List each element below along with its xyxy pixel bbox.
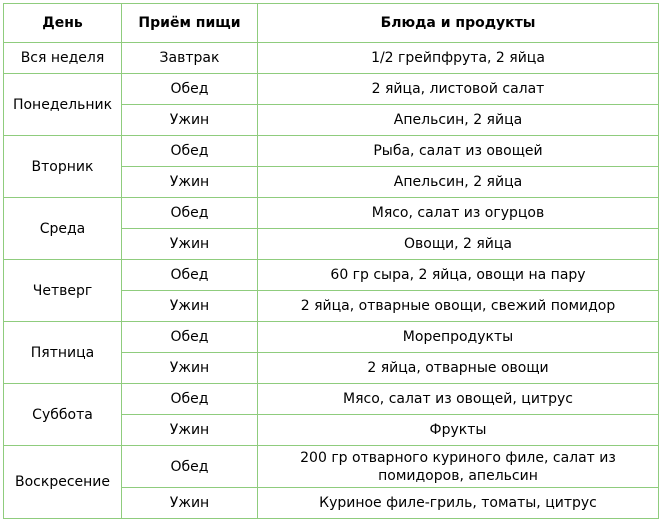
day-cell: Вторник [4, 136, 122, 198]
meal-cell: Завтрак [122, 43, 258, 74]
meal-cell: Обед [122, 384, 258, 415]
table-row [4, 260, 659, 291]
meal-cell: Обед [122, 322, 258, 353]
diet-table [3, 3, 659, 519]
food-cell: 2 яйца, листовой салат [258, 74, 659, 105]
food-cell: Мясо, салат из огурцов [258, 198, 659, 229]
header-day: День [4, 4, 122, 43]
food-cell: 60 гр сыра, 2 яйца, овощи на пару [258, 260, 659, 291]
meal-cell: Ужин [122, 167, 258, 198]
day-cell: Понедельник [4, 74, 122, 136]
food-cell: Фрукты [258, 415, 659, 446]
meal-cell: Обед [122, 260, 258, 291]
table-row [4, 74, 659, 105]
day-cell: Среда [4, 198, 122, 260]
table-row [4, 136, 659, 167]
food-cell: Мясо, салат из овощей, цитрус [258, 384, 659, 415]
day-cell: Четверг [4, 260, 122, 322]
meal-cell: Ужин [122, 105, 258, 136]
food-cell: Овощи, 2 яйца [258, 229, 659, 260]
meal-cell: Ужин [122, 291, 258, 322]
table-row [4, 446, 659, 488]
meal-cell: Обед [122, 198, 258, 229]
day-cell: Воскресение [4, 446, 122, 519]
food-cell: Апельсин, 2 яйца [258, 167, 659, 198]
food-cell: 200 гр отварного куриного филе, салат из помидоров, апельсин [258, 446, 659, 488]
header-row [4, 4, 659, 43]
header-meal: Приём пищи [122, 4, 258, 43]
food-cell: Морепродукты [258, 322, 659, 353]
food-cell: Куриное филе-гриль, томаты, цитрус [258, 488, 659, 519]
table-row [4, 384, 659, 415]
day-cell: Вся неделя [4, 43, 122, 74]
food-cell: Апельсин, 2 яйца [258, 105, 659, 136]
meal-cell: Ужин [122, 488, 258, 519]
table-row [4, 322, 659, 353]
meal-cell: Обед [122, 136, 258, 167]
food-cell: Рыба, салат из овощей [258, 136, 659, 167]
day-cell: Пятница [4, 322, 122, 384]
day-cell: Суббота [4, 384, 122, 446]
meal-cell: Ужин [122, 229, 258, 260]
food-cell: 2 яйца, отварные овощи [258, 353, 659, 384]
meal-cell: Ужин [122, 415, 258, 446]
header-food: Блюда и продукты [258, 4, 659, 43]
table-row [4, 43, 659, 74]
table-row [4, 198, 659, 229]
food-cell: 1/2 грейпфрута, 2 яйца [258, 43, 659, 74]
meal-cell: Ужин [122, 353, 258, 384]
meal-cell: Обед [122, 74, 258, 105]
food-cell: 2 яйца, отварные овощи, свежий помидор [258, 291, 659, 322]
meal-cell: Обед [122, 446, 258, 488]
